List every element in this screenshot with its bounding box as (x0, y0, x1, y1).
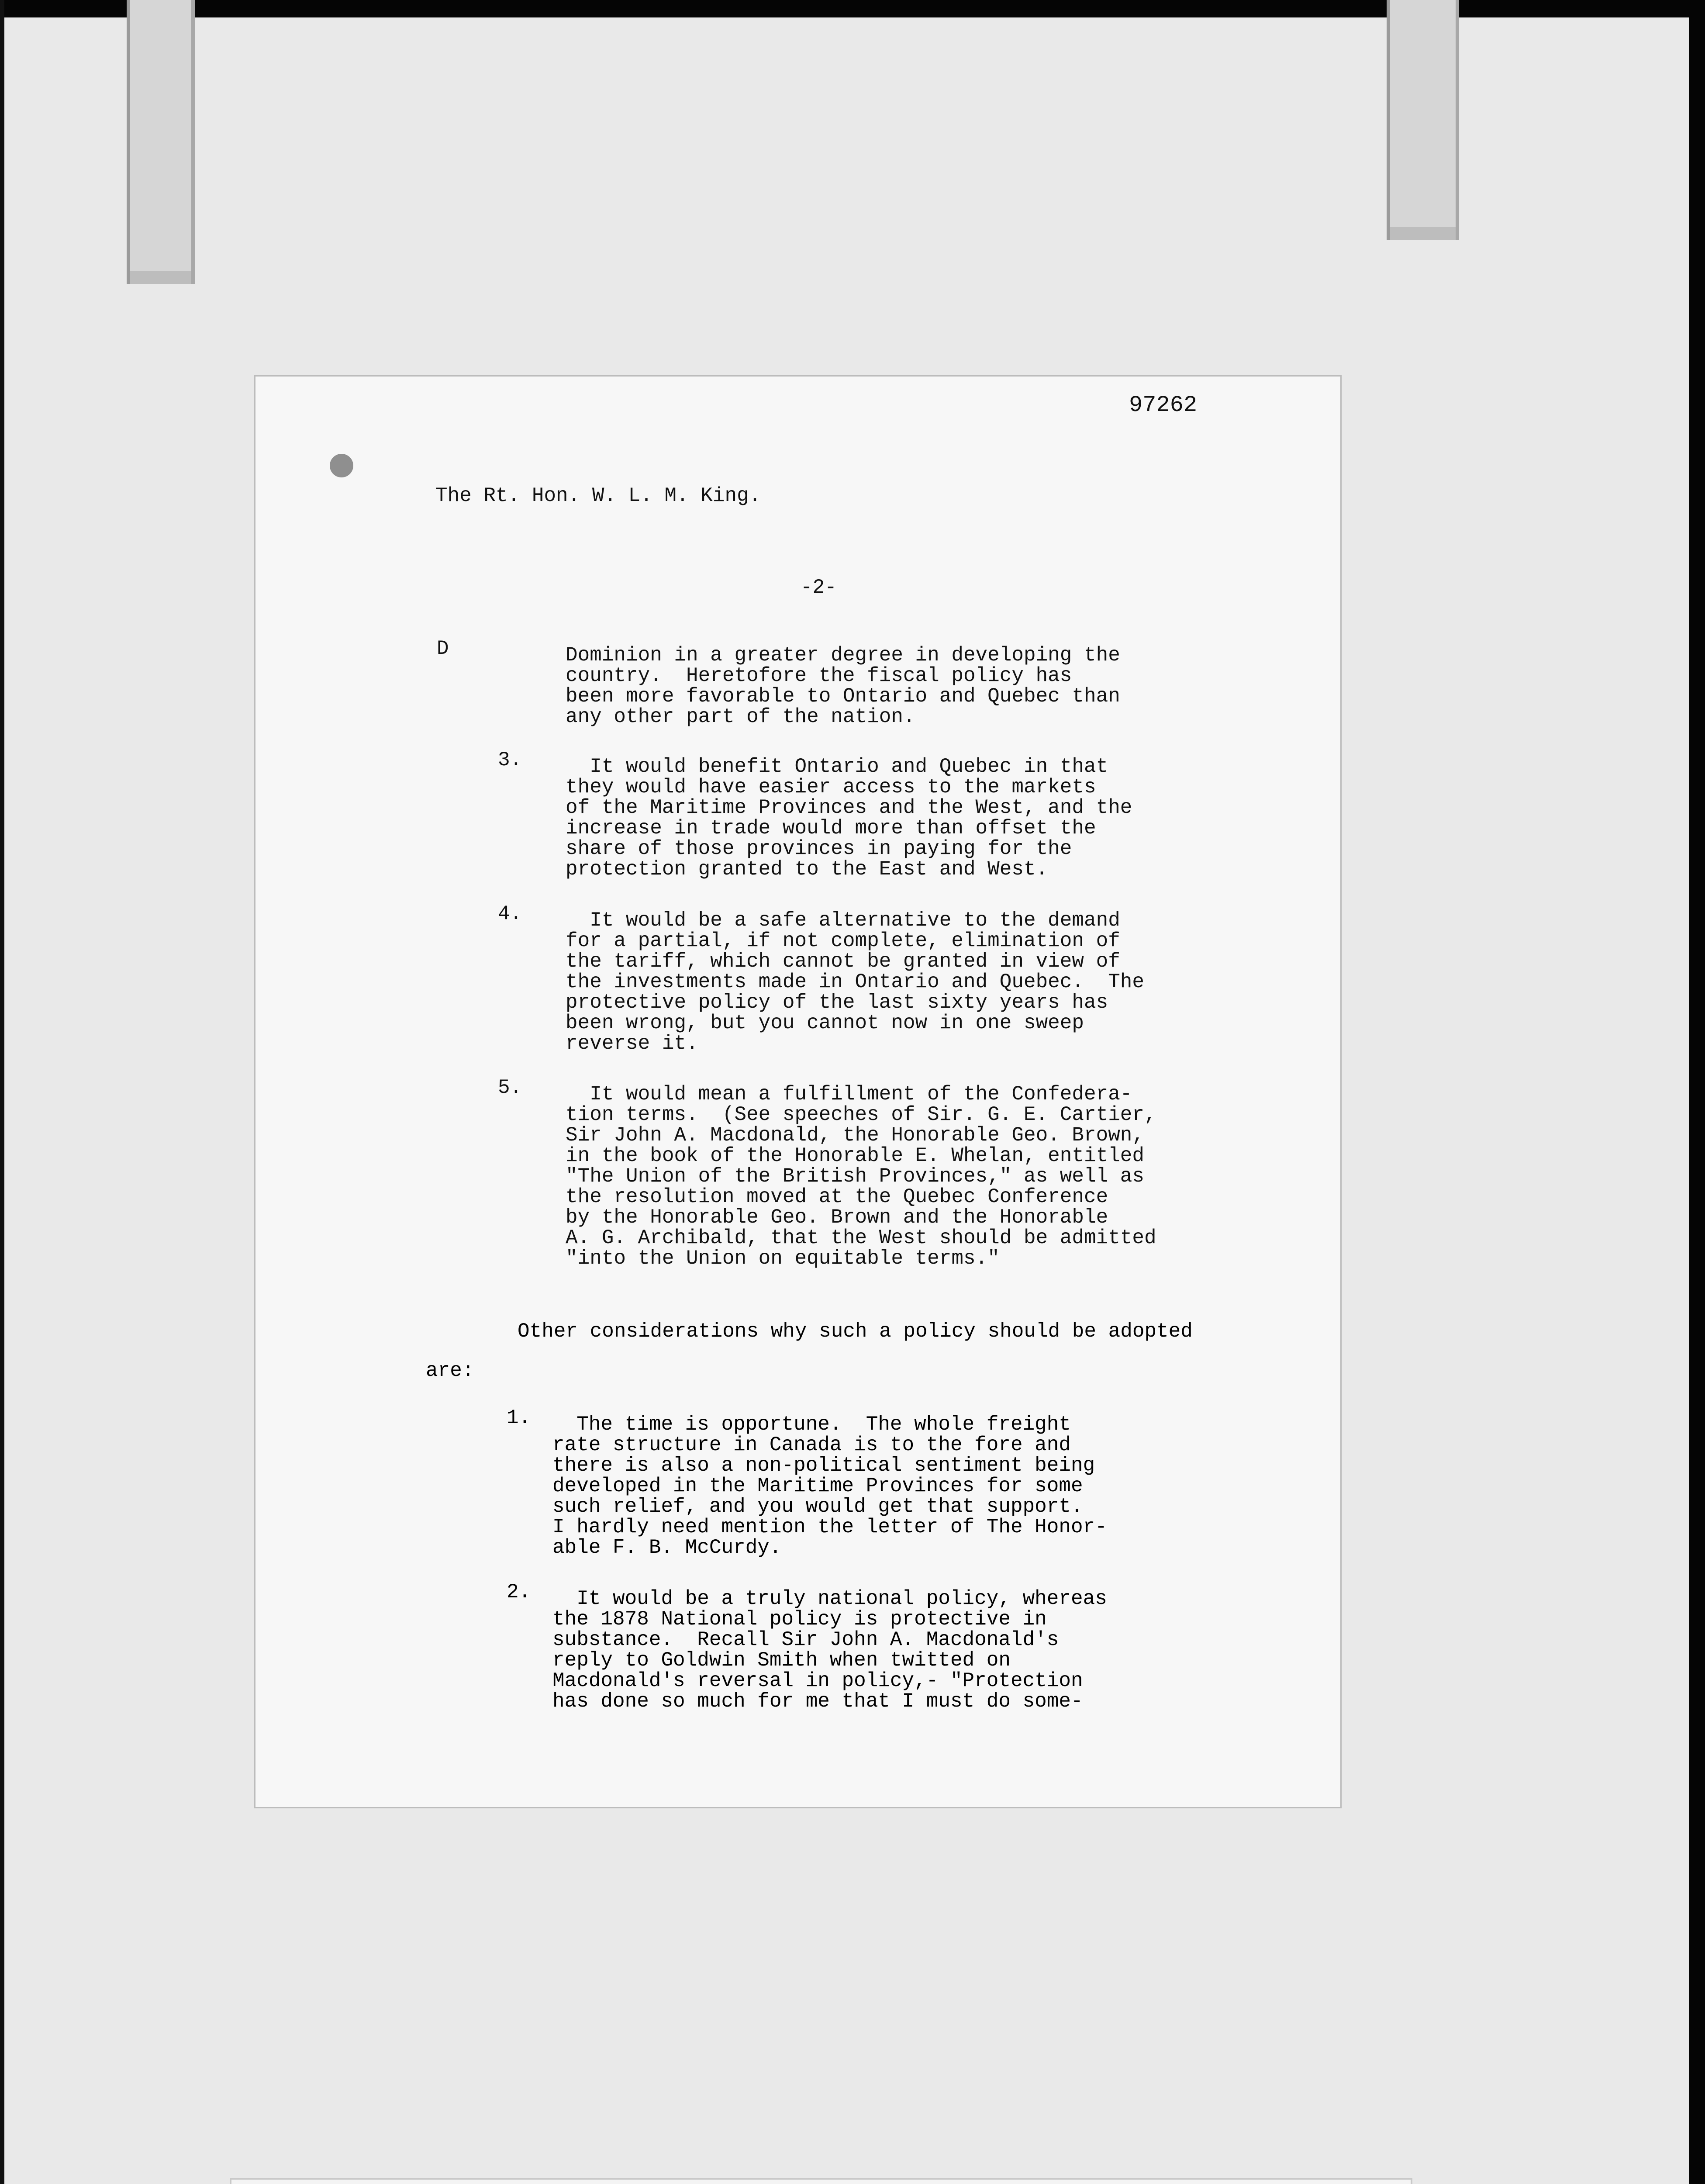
consideration-number: 2. (507, 1581, 531, 1603)
text-line: by the Honorable Geo. Brown and the Honorable (566, 1206, 1108, 1229)
text-line: such relief, and you would get that support. (552, 1495, 1083, 1518)
point-number: 4. (498, 902, 522, 925)
text-line: Macdonald's reversal in policy,- "Protection (552, 1669, 1083, 1692)
text-line: The time is opportune. The whole freight (552, 1413, 1071, 1436)
page-marker: -2- (801, 576, 837, 599)
are-label: are: (426, 1359, 474, 1382)
text-line: developed in the Maritime Provinces for some (552, 1475, 1083, 1497)
text-line: share of those provinces in paying for the (566, 837, 1072, 860)
mounting-tape-top-right (1387, 0, 1459, 240)
mounting-tape-top-left (127, 0, 195, 284)
text-line: It would be a truly national policy, whereas (552, 1587, 1107, 1610)
text-line: able F. B. McCurdy. (552, 1536, 782, 1559)
film-border-right (1689, 0, 1705, 2184)
other-considerations-heading: Other considerations why such a policy should be adopted (518, 1320, 1193, 1343)
text-line: It would mean a fulfillment of the Confedera- (566, 1083, 1132, 1106)
text-line: substance. Recall Sir John A. Macdonald's (552, 1628, 1059, 1651)
text-line: increase in trade would more than offset the (566, 817, 1096, 840)
text-line: I hardly need mention the letter of The Honor- (552, 1516, 1107, 1538)
document-number: 97262 (1129, 392, 1198, 418)
punch-hole (330, 454, 353, 477)
point-number: 5. (498, 1076, 522, 1099)
text-line: protection granted to the East and West. (566, 858, 1048, 881)
archive-label (231, 2180, 1411, 2184)
point-number: 3. (498, 749, 522, 771)
consideration-number: 1. (507, 1406, 531, 1429)
text-line: Sir John A. Macdonald, the Honorable Geo. Brown, (566, 1124, 1145, 1147)
margin-letter: D (437, 637, 449, 660)
text-line: protective policy of the last sixty years has (566, 991, 1108, 1014)
text-line: "into the Union on equitable terms." (566, 1247, 1000, 1270)
text-line: the 1878 National policy is protective in (552, 1608, 1047, 1631)
text-line: It would benefit Ontario and Quebec in that (566, 755, 1108, 778)
film-border-left (0, 0, 4, 2184)
text-line: reply to Goldwin Smith when twitted on (552, 1649, 1011, 1672)
text-line: reverse it. (566, 1032, 698, 1055)
text-line: of the Maritime Provinces and the West, and the (566, 796, 1132, 819)
text-line: been wrong, but you cannot now in one sweep (566, 1012, 1084, 1034)
text-line: there is also a non-political sentiment being (552, 1454, 1095, 1477)
text-line: has done so much for me that I must do some- (552, 1690, 1083, 1713)
text-line: A. G. Archibald, that the West should be admitted (566, 1227, 1156, 1249)
text-line: the tariff, which cannot be granted in view of (566, 950, 1120, 973)
text-line: rate structure in Canada is to the fore and (552, 1434, 1071, 1456)
addressee: The Rt. Hon. W. L. M. King. (435, 484, 761, 507)
text-line: tion terms. (See speeches of Sir. G. E. Cartier, (566, 1103, 1156, 1126)
text-line: any other part of the nation. (566, 705, 915, 728)
text-line: in the book of the Honorable E. Whelan, entitled (566, 1144, 1145, 1167)
text-line: been more favorable to Ontario and Quebec than (566, 685, 1120, 708)
text-line: "The Union of the British Provinces," as well as (566, 1165, 1145, 1188)
text-line: country. Heretofore the fiscal policy has (566, 664, 1072, 687)
text-line: It would be a safe alternative to the demand (566, 909, 1120, 932)
text-line: for a partial, if not complete, elimination of (566, 930, 1120, 952)
text-line: Dominion in a greater degree in developing the (566, 644, 1120, 667)
text-line: they would have easier access to the markets (566, 776, 1096, 798)
text-line: the resolution moved at the Quebec Conference (566, 1185, 1108, 1208)
text-line: the investments made in Ontario and Quebec. The (566, 971, 1145, 993)
